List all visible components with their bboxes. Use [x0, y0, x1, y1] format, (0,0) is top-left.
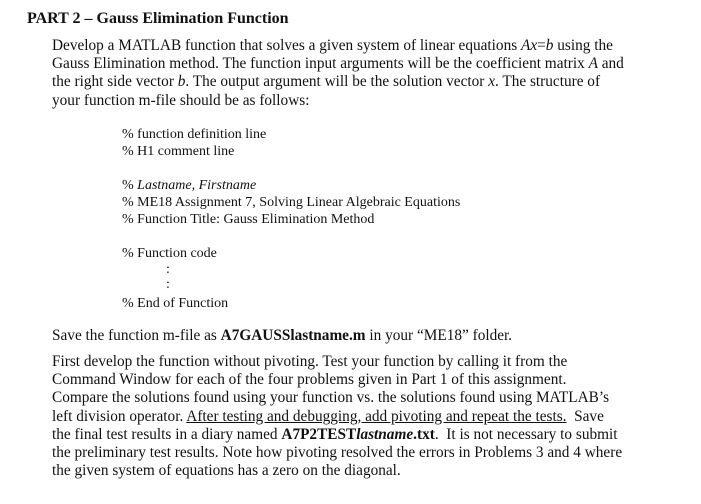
- testing-line-5: the final test results in a diary named A7P2TESTlastname.txt. It is not necessary to submit: [52, 425, 618, 443]
- filename-bold: A7GAUSSlastname.m: [220, 327, 366, 344]
- testing-line-6: the preliminary test results. Note how pivoting resolved the errors in Problems 3 and 4 where: [52, 444, 623, 462]
- code-line-h1-comment: % H1 comment line: [122, 144, 235, 159]
- section-heading: PART 2 – Gauss Elimination Function: [27, 10, 289, 27]
- testing-paragraph: [52, 353, 697, 480]
- intro-line-4: your function m-file should be as follows:: [52, 91, 310, 109]
- ellipsis-dot-2: :: [166, 277, 170, 292]
- intro-line-3: the right side vector b. The output argument will be the solution vector x. The structure of: [52, 73, 601, 91]
- testing-line-4: left division operator. After testing and debugging, add pivoting and repeat the tests. Save: [52, 407, 604, 425]
- diary-filename: A7P2TESTlastname.txt: [281, 425, 435, 443]
- testing-line-1: First develop the function without pivoting. Test your function by calling it from the: [52, 353, 568, 370]
- testing-line-3: Compare the solutions found using your function vs. the solutions found using MATLAB’s: [52, 389, 610, 407]
- intro-line-2: Gauss Elimination method. The function input arguments will be the coefficient matrix A and: [52, 55, 624, 73]
- code-line-assignment: % ME18 Assignment 7, Solving Linear Algebraic Equations: [122, 195, 461, 210]
- code-line-end-of-function: % End of Function: [122, 296, 229, 311]
- code-line-function-code: % Function code: [122, 246, 217, 261]
- testing-line-7: the given system of equations has a zero on the diagonal.: [52, 462, 401, 480]
- intro-paragraph: [52, 37, 697, 110]
- code-line-function-definition: % function definition line: [122, 127, 267, 142]
- code-line-function-title: % Function Title: Gauss Elimination Method: [122, 212, 375, 227]
- intro-line-1: Develop a MATLAB function that solves a given system of linear equations Ax=b using the: [52, 37, 613, 54]
- underlined-instruction: After testing and debugging, add pivoting and repeat the tests.: [186, 407, 567, 425]
- code-line-name: % Lastname, Firstname: [122, 178, 257, 193]
- ellipsis-dot-1: :: [166, 262, 170, 277]
- testing-line-2: Command Window for each of the four problems given in Part 1 of this assignment.: [52, 371, 567, 389]
- save-instruction: Save the function m-file as A7GAUSSlastname.m in your “ME18” folder.: [52, 327, 513, 344]
